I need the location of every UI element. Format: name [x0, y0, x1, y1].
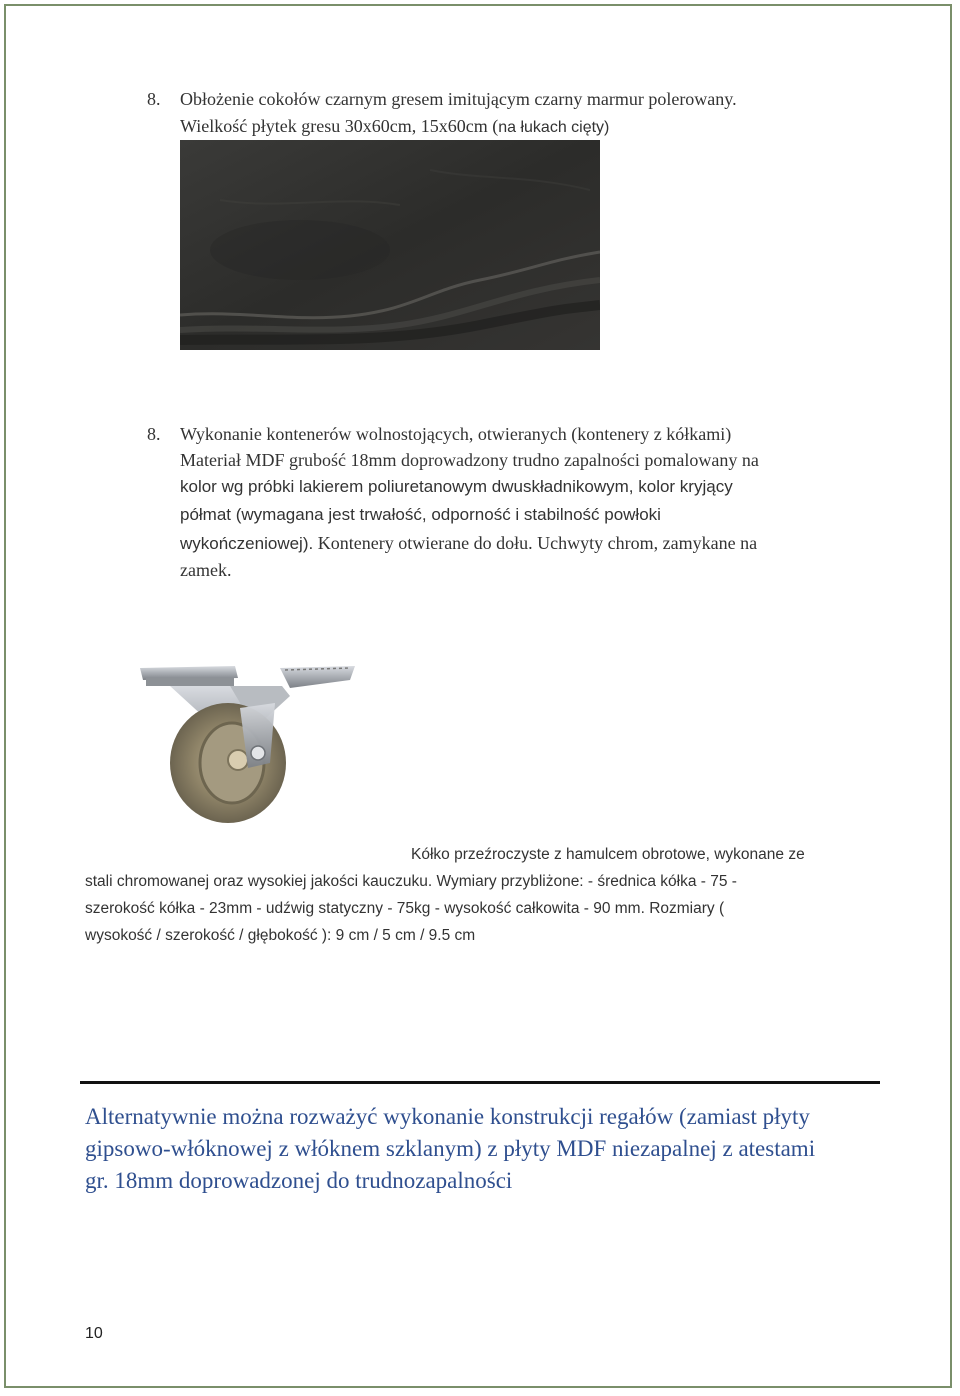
section1-line2 [180, 113, 609, 141]
section2-number: 8. [147, 424, 161, 444]
black-marble-tile-photo [180, 140, 600, 350]
caster-caption-line2: stali chromowanej oraz wysokiej jakości kauczuku. Wymiary przybliżone: - średnica kółka - 75 - [85, 873, 737, 890]
caster-wheel-photo [110, 648, 360, 826]
section2-line3: kolor wg próbki lakierem poliuretanowym dwuskładnikowym, kolor kryjący [180, 477, 733, 496]
section2-line6: zamek. [180, 560, 232, 580]
page-number: 10 [85, 1325, 103, 1342]
section1-line2-sans: na łukach cięty) [498, 119, 610, 136]
section-divider [80, 1081, 880, 1084]
section2-line2: Materiał MDF grubość 18mm doprowadzony trudno zapalności pomalowany na [180, 450, 759, 470]
caster-caption-line3: szerokość kółka - 23mm - udźwig statyczny - 75kg - wysokość całkowita - 90 mm. Rozmiary ( [85, 900, 725, 917]
section1-line2-serif: Wielkość płytek gresu 30x60cm, 15x60cm ( [180, 116, 499, 136]
caster-caption-line4: wysokość / szerokość / głębokość ): 9 cm / 5 cm / 9.5 cm [85, 927, 476, 944]
caster-caption-line1: Kółko przeźroczyste z hamulcem obrotowe, wykonane ze [411, 846, 805, 863]
section2-line5-serif: Kontenery otwierane do dołu. Uchwyty chrom, zamykane na [313, 533, 758, 553]
section2-line5 [180, 530, 757, 557]
alternative-line3: gr. 18mm doprowadzonej do trudnozapalności [85, 1168, 513, 1193]
section1-line1: Obłożenie cokołów czarnym gresem imitującym czarny marmur polerowany. [180, 89, 737, 109]
section2-line1: Wykonanie kontenerów wolnostojących, otwieranych (kontenery z kółkami) [180, 424, 732, 444]
section2-line4: półmat (wymagana jest trwałość, odporność i stabilność powłoki [180, 505, 661, 524]
section1-number: 8. [147, 89, 161, 109]
alternative-line1: Alternatywnie można rozważyć wykonanie konstrukcji regałów (zamiast płyty [85, 1104, 810, 1129]
alternative-line2: gipsowo-włóknowej z włóknem szklanym) z płyty MDF niezapalnej z atestami [85, 1136, 816, 1161]
section2-line5-sans: wykończeniowej). [180, 534, 314, 553]
